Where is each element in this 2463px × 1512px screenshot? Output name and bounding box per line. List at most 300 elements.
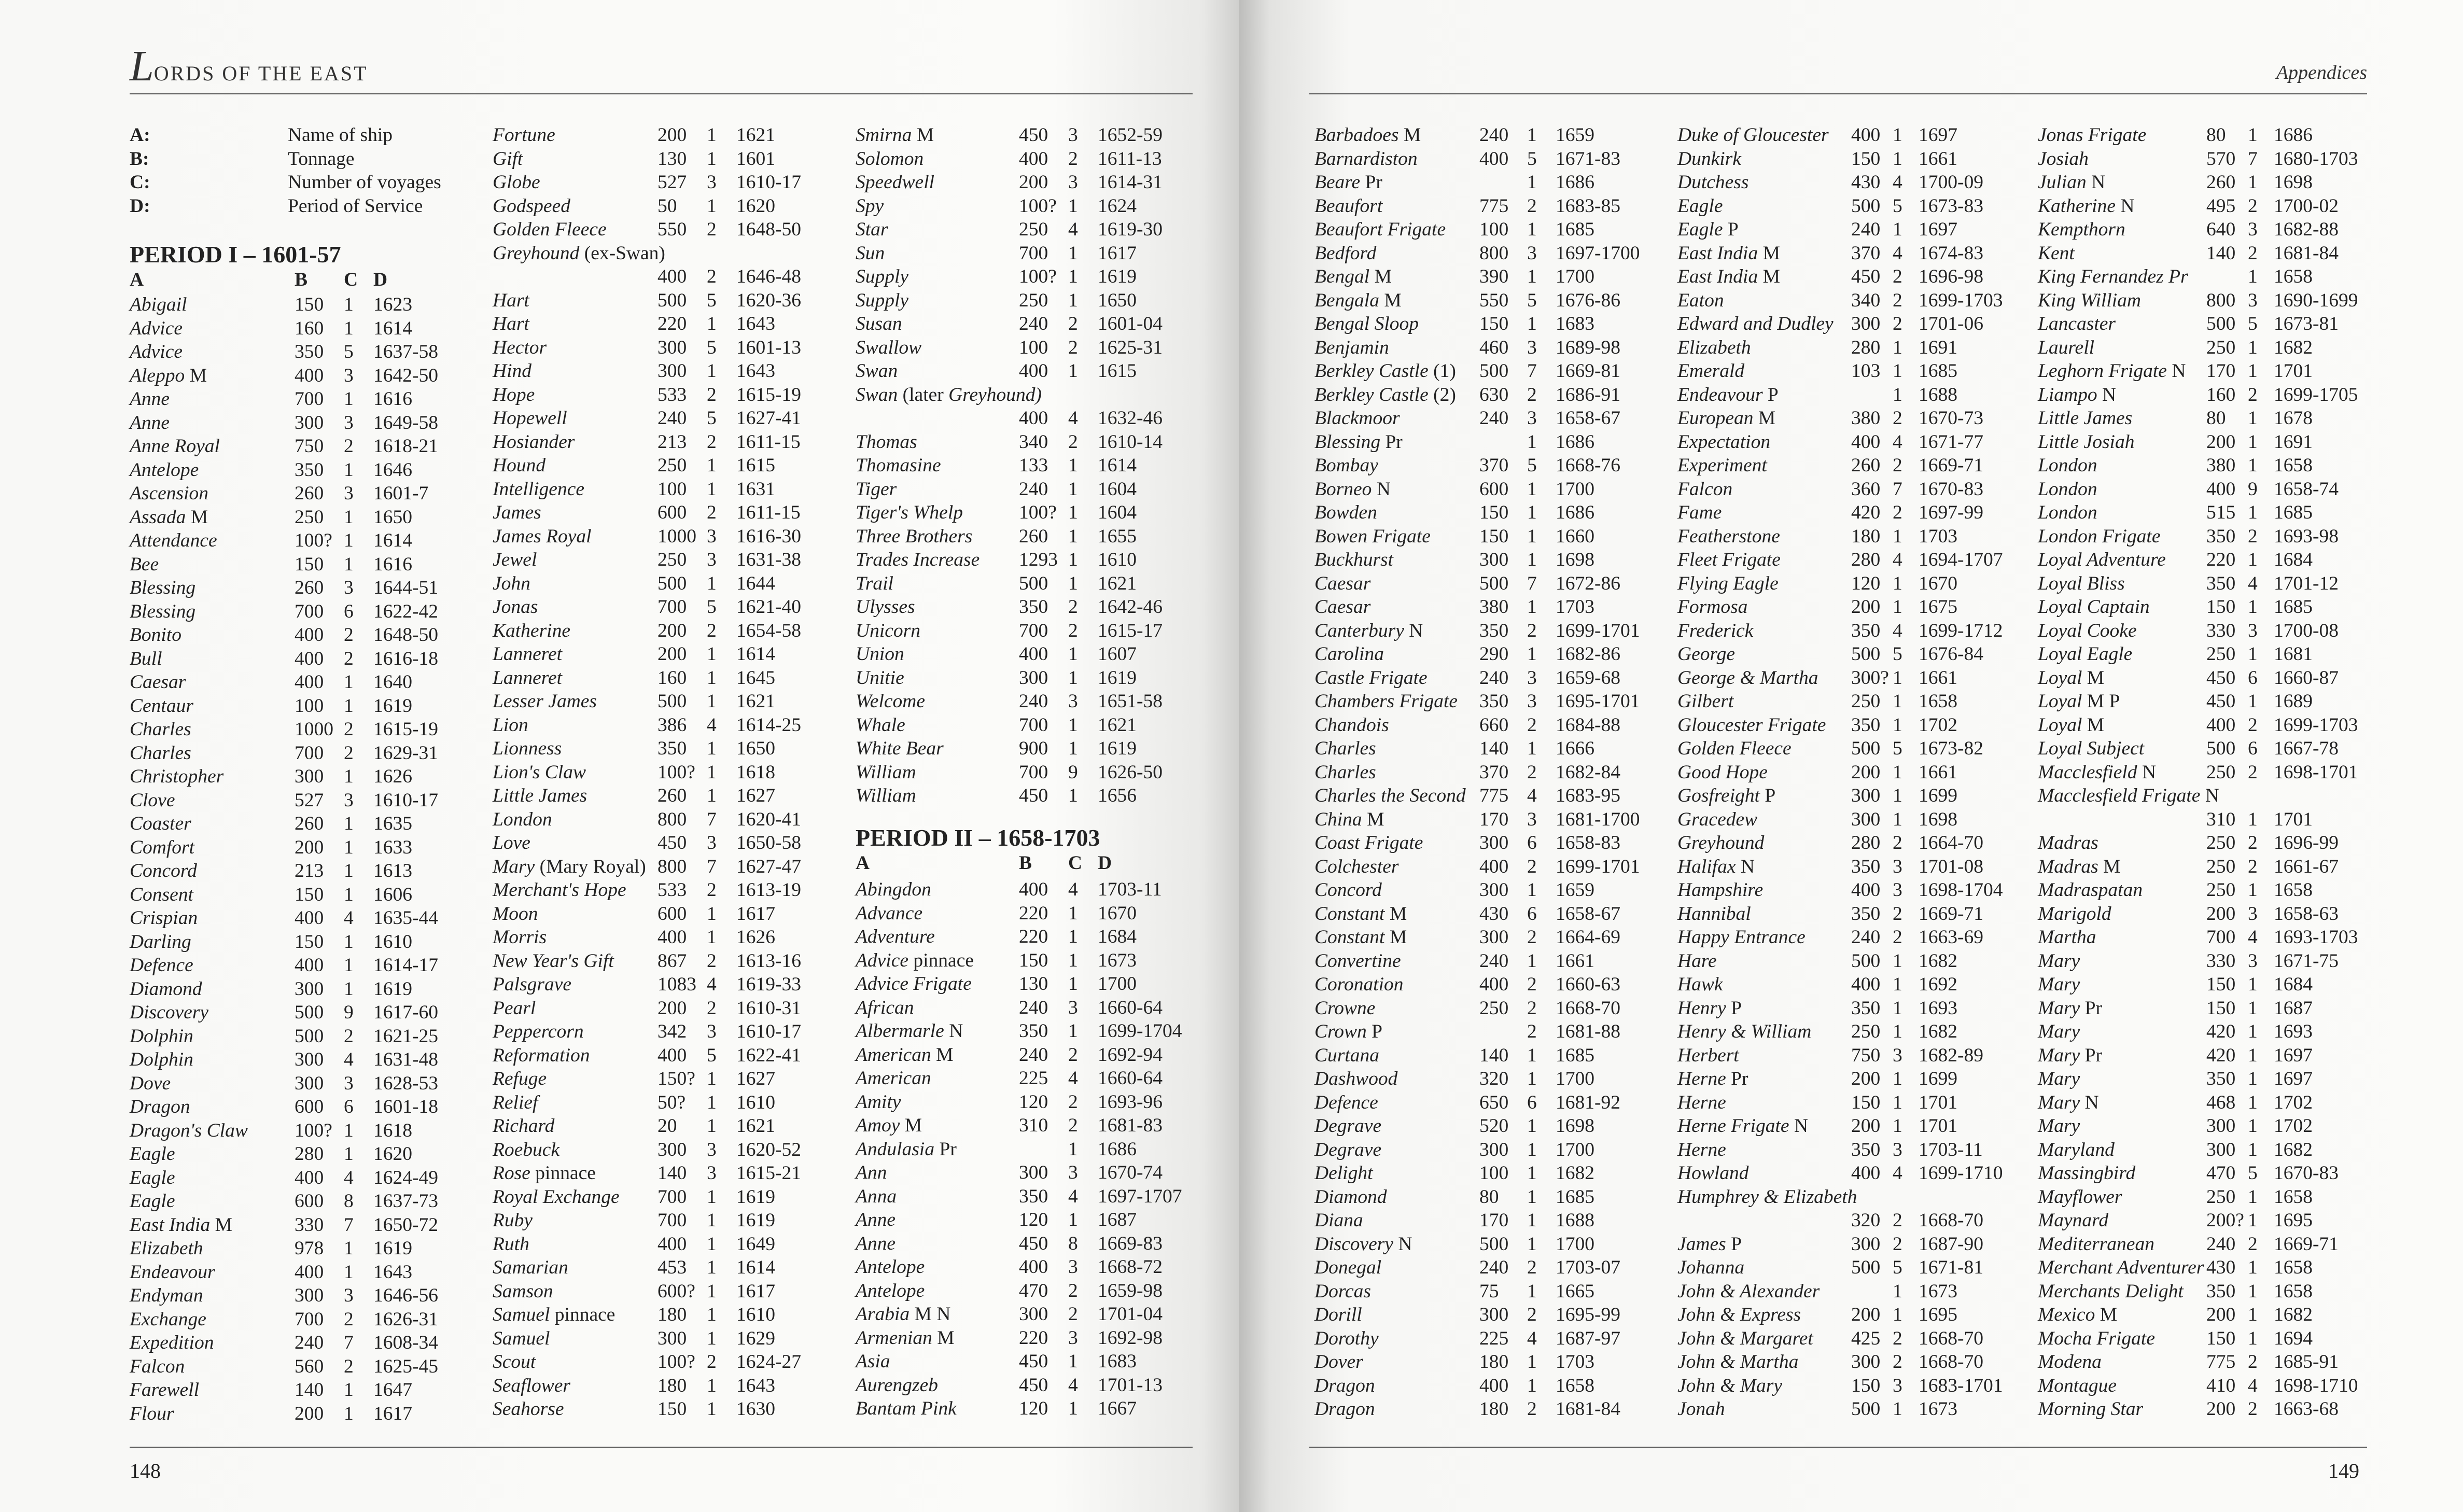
ship-name-cell <box>2038 218 2125 242</box>
table-row <box>493 1044 824 1068</box>
voyages-cell: 1 <box>707 667 717 689</box>
voyages-cell: 2 <box>344 719 354 740</box>
ship-name: Golden Fleece <box>493 219 607 240</box>
period-cell: 1699-1703 <box>1919 289 2003 311</box>
ship-name-cell <box>1314 1209 1363 1233</box>
ship-name-cell <box>2038 1280 2184 1304</box>
voyages-cell: 1 <box>2248 596 2258 618</box>
tonnage-cell: 140 <box>2206 242 2236 264</box>
voyages-cell: 1 <box>707 1186 717 1208</box>
voyages-cell: 1 <box>1068 455 1078 476</box>
ship-name: Blessing <box>130 600 196 622</box>
voyages-cell: 3 <box>1068 997 1078 1018</box>
period-cell: 1615 <box>1098 360 1137 382</box>
tonnage-cell: 700 <box>1019 714 1048 736</box>
ship-name: Hampshire <box>1677 879 1764 901</box>
period-cell: 1604 <box>1098 502 1137 523</box>
period-cell: 1617 <box>736 1280 775 1302</box>
period-cell: 1652-59 <box>1098 124 1163 146</box>
ship-name: Falcon <box>1677 478 1733 500</box>
voyages-cell: 1 <box>1527 431 1537 453</box>
voyages-cell: 3 <box>1068 1327 1078 1349</box>
ship-name-cell <box>2038 1350 2102 1374</box>
voyages-cell: 1 <box>1527 549 1537 570</box>
table-row <box>130 930 472 954</box>
ship-name: Dragon <box>1314 1375 1375 1396</box>
period-cell: 1619 <box>736 1186 775 1208</box>
table-row <box>130 883 472 907</box>
ship-name-cell <box>493 407 567 430</box>
table-row <box>1314 171 1672 194</box>
period-cell: 1647 <box>373 1379 412 1401</box>
period-cell: 1610-17 <box>736 1021 801 1042</box>
ship-name-cell <box>1314 713 1389 737</box>
voyages-cell: 5 <box>1893 1257 1902 1278</box>
voyages-cell: 2 <box>1893 313 1902 334</box>
table-row <box>2038 572 2396 596</box>
tonnage-cell: 200 <box>657 124 687 146</box>
ship-name: Julian <box>2038 172 2087 193</box>
tonnage-cell: 527 <box>295 789 324 811</box>
table-row <box>1314 1256 1672 1280</box>
voyages-cell: 5 <box>344 341 354 362</box>
voyages-cell: 2 <box>1068 620 1078 641</box>
voyages-cell: 3 <box>2248 620 2258 641</box>
ship-name: Anne <box>856 1233 896 1254</box>
voyages-cell: 3 <box>1527 667 1537 689</box>
period-cell: 1702 <box>2274 1091 2313 1113</box>
ship-name-cell <box>1314 407 1400 430</box>
table-row <box>493 808 824 832</box>
legend <box>130 123 472 218</box>
ship-name: Howland <box>1677 1163 1749 1184</box>
voyages-cell: 1 <box>2248 1139 2258 1160</box>
ship-note: P <box>1731 997 1742 1019</box>
ship-name: Hart <box>493 313 529 334</box>
voyages-cell: 1 <box>1893 714 1902 736</box>
period-cell: 1635-44 <box>373 907 438 929</box>
table-row <box>856 359 1198 383</box>
tonnage-cell: 500 <box>1479 572 1509 594</box>
tonnage-cell: 213 <box>295 860 324 881</box>
ship-name-cell <box>1677 1303 1801 1327</box>
ship-note: P <box>1767 384 1779 405</box>
table-row <box>1314 218 1672 242</box>
voyages-cell: 1 <box>1893 337 1902 358</box>
tonnage-cell: 500 <box>657 572 687 594</box>
ship-name-cell <box>856 1255 925 1279</box>
period-cell: 1685 <box>2274 502 2313 523</box>
table-row <box>1677 1020 2030 1044</box>
table-row <box>493 784 824 808</box>
period-cell: 1699-1701 <box>1556 620 1640 641</box>
table-row <box>2038 265 2396 289</box>
tonnage-cell: 260 <box>1851 455 1881 476</box>
voyages-cell: 1 <box>344 931 354 953</box>
ship-name: Attendance <box>130 530 217 551</box>
period-cell: 1685-91 <box>2274 1351 2339 1373</box>
period-cell: 1700 <box>1098 973 1137 995</box>
ship-name-cell <box>130 553 159 577</box>
voyages-cell: 1 <box>707 1233 717 1255</box>
tonnage-cell: 400 <box>295 648 324 669</box>
ship-name-cell <box>2038 1185 2122 1209</box>
tonnage-cell: 468 <box>2206 1091 2236 1113</box>
ship-name: Solomon <box>856 148 924 170</box>
voyages-cell: 3 <box>1527 242 1537 264</box>
voyages-cell: 1 <box>1893 384 1902 405</box>
ship-name: Arabia <box>856 1304 910 1325</box>
tonnage-cell: 240 <box>1479 950 1509 972</box>
ship-note: M <box>2100 1304 2118 1325</box>
table-row <box>2038 619 2396 643</box>
ship-name: Henry <box>1677 997 1726 1019</box>
voyages-cell: 8 <box>1068 1233 1078 1254</box>
ship-name-cell <box>130 1355 185 1379</box>
ship-name: Kent <box>2038 242 2075 264</box>
period-cell: 1659 <box>1556 124 1594 146</box>
voyages-cell: 1 <box>344 1119 354 1141</box>
ship-name-cell <box>1677 1091 1726 1115</box>
ship-name: Gracedew <box>1677 808 1758 830</box>
voyages-cell: 1 <box>707 927 717 948</box>
period-cell: 1650-58 <box>736 832 801 853</box>
table-row <box>493 548 824 572</box>
period-cell: 1614 <box>736 1257 775 1278</box>
ship-name-cell <box>493 690 597 713</box>
tonnage-cell: 400 <box>1851 431 1881 453</box>
tonnage-cell: 450 <box>1019 124 1048 146</box>
tonnage-cell: 120 <box>1019 1091 1048 1113</box>
table-row <box>130 1166 472 1190</box>
tonnage-cell: 400 <box>1019 879 1048 900</box>
period-cell: 1670-83 <box>1919 478 1983 500</box>
voyages-cell: 2 <box>2248 1398 2258 1420</box>
voyages-cell: 2 <box>1068 1280 1078 1301</box>
tonnage-cell: 700 <box>657 1210 687 1231</box>
ship-name: Canterbury <box>1314 620 1404 641</box>
voyages-cell: 1 <box>2248 974 2258 995</box>
ship-name-cell <box>493 784 587 808</box>
ship-name: Bowen Frigate <box>1314 525 1431 547</box>
period-cell: 1701-06 <box>1919 313 1983 334</box>
period-cell: 1618 <box>373 1119 412 1141</box>
voyages-cell: 3 <box>2248 219 2258 240</box>
period-cell: 1631-38 <box>736 549 801 570</box>
ship-name: Hare <box>1677 950 1717 972</box>
tonnage-cell: 240 <box>1019 478 1048 500</box>
tonnage-cell: 400 <box>657 927 687 948</box>
ship-name-cell <box>130 670 186 694</box>
table-row <box>493 1327 824 1351</box>
table-row <box>856 761 1198 785</box>
voyages-cell: 4 <box>1893 549 1902 570</box>
ship-name-cell <box>1677 478 1732 501</box>
voyages-cell: 1 <box>2248 360 2258 382</box>
tonnage-cell: 20 <box>657 1115 677 1137</box>
table-row <box>856 289 1198 313</box>
tonnage-cell: 600 <box>295 1096 324 1117</box>
table-row <box>1677 501 2030 525</box>
period-cell: 1650 <box>736 738 775 759</box>
table-row <box>493 619 824 643</box>
tonnage-cell: 300 <box>295 412 324 433</box>
table-row <box>130 435 472 458</box>
voyages-cell: 2 <box>2248 714 2258 736</box>
ship-note: Pr <box>1731 1068 1748 1089</box>
period-cell: 1643 <box>736 313 775 334</box>
voyages-cell: 2 <box>2248 195 2258 217</box>
table-row <box>130 600 472 624</box>
table-row <box>1677 902 2030 926</box>
tonnage-cell: 220 <box>1019 902 1048 924</box>
tonnage-cell: 350 <box>1851 620 1881 641</box>
tonnage-cell: 450 <box>1851 266 1881 287</box>
period-cell: 1660-64 <box>1098 1068 1163 1089</box>
table-row <box>2038 926 2396 949</box>
ship-name-cell <box>1677 949 1717 973</box>
ship-name: George & Martha <box>1677 667 1818 689</box>
voyages-cell: 3 <box>707 1163 717 1184</box>
period-cell: 1661 <box>1556 950 1594 972</box>
tonnage-cell: 500 <box>1851 1257 1881 1278</box>
ship-name: Loyal <box>2038 714 2082 736</box>
tonnage-cell: 640 <box>2206 219 2236 240</box>
voyages-cell: 3 <box>707 1021 717 1042</box>
ship-name-cell <box>130 482 208 506</box>
voyages-cell: 4 <box>1068 219 1078 240</box>
period-cell: 1699-1712 <box>1919 620 2003 641</box>
voyages-cell: 6 <box>2248 738 2258 759</box>
tonnage-cell: 220 <box>1019 926 1048 947</box>
period-cell: 1670-74 <box>1098 1162 1163 1183</box>
tonnage-cell: 700 <box>1019 620 1048 641</box>
tonnage-cell: 150 <box>1479 502 1509 523</box>
period-cell: 1646-56 <box>373 1285 438 1306</box>
tonnage-cell: 350 <box>1851 997 1881 1019</box>
tonnage-cell: 500 <box>1479 1233 1509 1255</box>
ship-name-cell <box>493 878 626 902</box>
ship-name: John & Martha <box>1677 1351 1799 1373</box>
tonnage-cell: 300 <box>295 766 324 787</box>
period-cell: 1681 <box>2274 643 2313 665</box>
table-row <box>1677 478 2030 501</box>
voyages-cell: 2 <box>707 950 717 972</box>
ship-name: Elizabeth <box>1677 337 1751 358</box>
voyages-cell: 4 <box>1068 1374 1078 1396</box>
period-cell: 1648-50 <box>373 624 438 646</box>
ship-name: Jewel <box>493 549 537 570</box>
period-cell: 1627 <box>736 1068 775 1089</box>
voyages-cell: 1 <box>1068 714 1078 736</box>
voyages-cell: 1 <box>1068 738 1078 759</box>
ship-name-cell <box>1314 525 1431 549</box>
voyages-cell: 2 <box>1893 1327 1902 1349</box>
ship-name-cell <box>1314 1044 1379 1068</box>
ship-name: Bull <box>130 648 162 669</box>
period-cell: 1650 <box>373 506 412 528</box>
period-cell: 1693-1703 <box>2274 927 2358 948</box>
period-cell: 1604 <box>1098 478 1137 500</box>
table-row <box>130 1095 472 1119</box>
voyages-cell: 2 <box>1527 384 1537 405</box>
table-row <box>1677 194 2030 218</box>
period-cell: 1703 <box>1919 525 1957 547</box>
period-cell: 1701 <box>1919 1115 1957 1137</box>
ship-name-cell <box>856 713 905 737</box>
period-cell: 1673 <box>1098 949 1137 971</box>
voyages-cell: 1 <box>1893 667 1902 689</box>
table-row <box>1314 666 1672 690</box>
voyages-cell: 3 <box>1893 1375 1902 1396</box>
ship-name-cell <box>1314 855 1398 879</box>
period-cell: 1644 <box>736 572 775 594</box>
ship-name-cell <box>130 1001 208 1025</box>
tonnage-cell: 300 <box>1851 808 1881 830</box>
tonnage-cell: 250 <box>2206 832 2236 853</box>
ship-name-cell <box>2038 1256 2204 1280</box>
ship-name: Amity <box>856 1091 901 1113</box>
tonnage-cell: 600? <box>657 1280 695 1302</box>
voyages-cell: 7 <box>707 808 717 830</box>
tonnage-cell: 400 <box>1479 148 1509 170</box>
period-cell: 1659-68 <box>1556 667 1620 689</box>
table-row <box>856 572 1198 596</box>
table-row <box>856 713 1198 737</box>
table-row <box>1677 1114 2030 1138</box>
voyages-cell: 2 <box>1893 927 1902 948</box>
voyages-cell: 1 <box>1068 1020 1078 1042</box>
tonnage-cell: 400 <box>1479 1375 1509 1396</box>
voyages-cell: 7 <box>707 856 717 877</box>
ship-name: Mary <box>2038 997 2080 1019</box>
ship-name: Advice Frigate <box>856 973 972 995</box>
table-row <box>493 997 824 1020</box>
ship-name-cell <box>493 666 562 690</box>
ship-note: (ex-Swan) <box>584 242 665 264</box>
table-row <box>130 458 472 482</box>
table-row <box>1677 949 2030 973</box>
voyages-cell: 1 <box>1527 1115 1537 1137</box>
ship-name: John <box>493 572 530 594</box>
voyages-cell: 1 <box>344 978 354 1000</box>
ship-name-cell <box>130 364 207 388</box>
ship-name: Dragon <box>1314 1398 1375 1420</box>
period-cell: 1692 <box>1919 974 1957 995</box>
tonnage-cell: 700 <box>295 388 324 410</box>
voyages-cell: 3 <box>1068 124 1078 146</box>
ship-name: Eaton <box>1677 289 1724 311</box>
ship-name-cell <box>2038 407 2132 430</box>
tonnage-cell: 300 <box>295 978 324 1000</box>
voyages-cell: 1 <box>1527 1139 1537 1160</box>
ship-name-cell <box>130 600 195 624</box>
tonnage-cell: 775 <box>2206 1351 2236 1373</box>
voyages-cell: 2 <box>707 1351 717 1373</box>
tonnage-cell: 453 <box>657 1257 687 1278</box>
period-1-rows-col1 <box>130 293 472 1425</box>
tonnage-cell: 240 <box>1019 313 1048 334</box>
ship-name: Greyhound <box>493 242 580 264</box>
table-row <box>130 741 472 765</box>
voyages-cell: 1 <box>344 459 354 481</box>
ship-name-cell <box>493 218 607 242</box>
voyages-cell: 3 <box>344 1072 354 1094</box>
period-cell: 1611-15 <box>736 431 801 453</box>
tonnage-cell: 350 <box>1851 903 1881 925</box>
period-cell: 1698 <box>1556 549 1594 570</box>
ship-name-cell <box>1314 642 1384 666</box>
table-row <box>130 647 472 671</box>
tonnage-cell: 550 <box>1479 289 1509 311</box>
period-cell: 1681-84 <box>2274 242 2339 264</box>
voyages-cell: 1 <box>2248 1257 2258 1278</box>
ship-name: Intelligence <box>493 478 584 500</box>
ship-name: Concord <box>130 860 197 881</box>
ship-note: M <box>190 506 208 528</box>
tonnage-cell: 140 <box>657 1163 687 1184</box>
ship-name: Godspeed <box>493 195 570 217</box>
voyages-cell: 6 <box>2248 667 2258 689</box>
voyages-cell: 1 <box>1893 219 1902 240</box>
ship-name: Advice <box>130 341 183 362</box>
period-cell: 1658 <box>2274 1280 2313 1302</box>
ship-name-cell <box>493 619 570 643</box>
ship-name: Katherine <box>493 620 570 641</box>
period-cell: 1689-98 <box>1556 337 1620 358</box>
ship-name-cell <box>493 642 562 666</box>
table-row <box>2038 949 2396 973</box>
period-2-col-d: D <box>1098 852 1112 874</box>
ship-name: Johanna <box>1677 1257 1745 1278</box>
table-row <box>1314 383 1672 407</box>
ship-name-cell <box>493 289 529 313</box>
tonnage-cell: 750 <box>295 436 324 457</box>
tonnage-cell: 103 <box>1851 360 1881 382</box>
table-row <box>1314 1209 1672 1233</box>
voyages-cell: 4 <box>1527 1327 1537 1349</box>
ship-name-cell <box>2038 997 2102 1020</box>
tonnage-cell: 400 <box>295 624 324 646</box>
ship-name-cell <box>1314 478 1391 501</box>
voyages-cell: 1 <box>344 1403 354 1424</box>
voyages-cell: 1 <box>1527 1233 1537 1255</box>
table-row <box>130 1261 472 1284</box>
table-row <box>856 690 1198 713</box>
table-row <box>856 619 1198 643</box>
voyages-cell: 3 <box>707 172 717 193</box>
table-row <box>1314 1067 1672 1091</box>
voyages-cell: 1 <box>707 313 717 334</box>
period-cell: 1667-78 <box>2274 738 2339 759</box>
tonnage-cell: 200 <box>657 643 687 665</box>
legend-row <box>130 123 472 147</box>
ship-name: London <box>2038 455 2097 476</box>
ship-name-cell <box>856 878 931 902</box>
table-row <box>2038 1138 2396 1162</box>
ship-note: M <box>937 1327 955 1349</box>
tonnage-cell: 350 <box>2206 572 2236 594</box>
voyages-cell: 3 <box>344 483 354 504</box>
table-row <box>856 949 1198 973</box>
ship-name-cell <box>493 430 575 454</box>
ship-name-cell <box>130 1402 174 1426</box>
voyages-cell: 1 <box>1068 478 1078 500</box>
table-row <box>1314 1303 1672 1327</box>
voyages-cell: 1 <box>707 478 717 500</box>
voyages-cell: 1 <box>2248 643 2258 665</box>
ship-name-cell <box>856 312 902 336</box>
